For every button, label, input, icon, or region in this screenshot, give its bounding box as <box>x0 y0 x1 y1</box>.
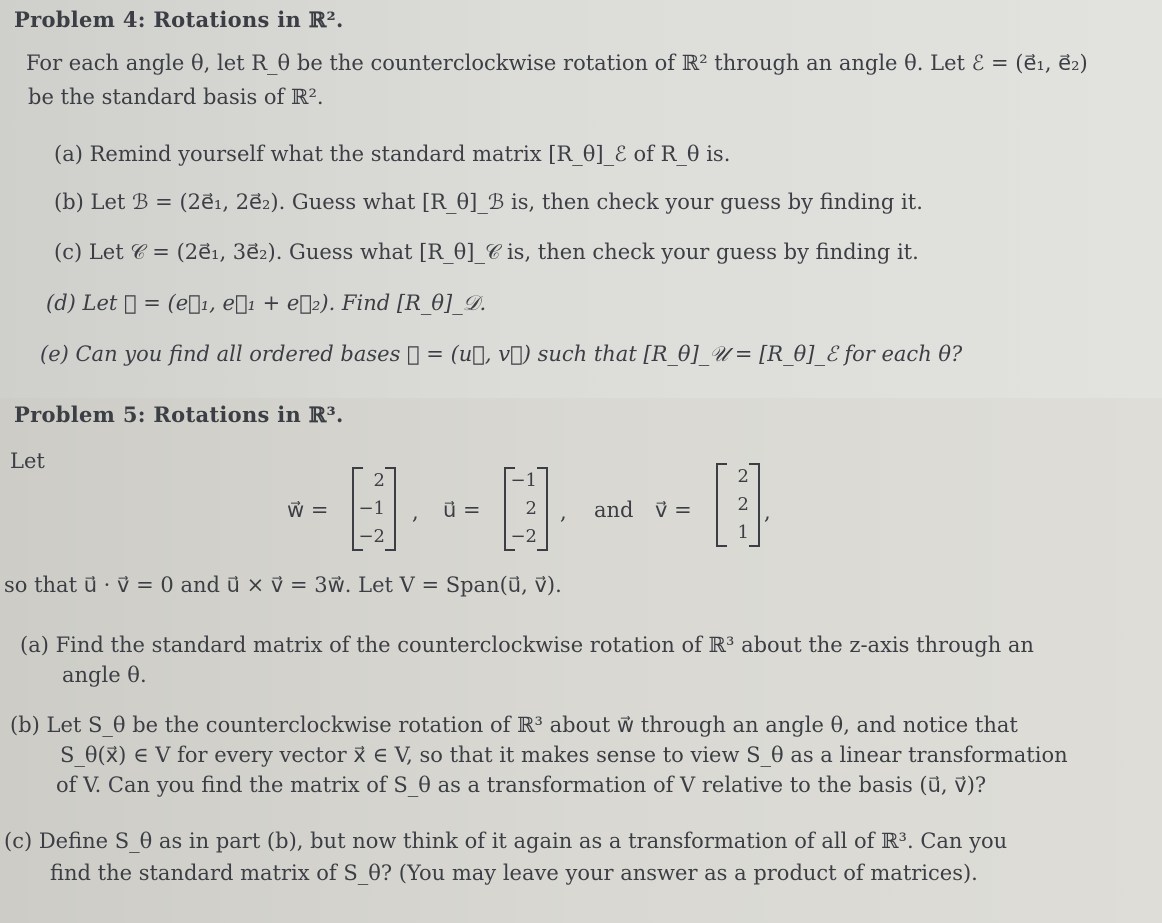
problem-4-intro-line-1: For each angle θ, let R_θ be the counterclockwise rotation of ℝ² through an angle θ. Let ℰ = (e⃗₁, e⃗₂) <box>26 51 1088 75</box>
problem-4-intro-line-2: be the standard basis of ℝ². <box>28 85 324 109</box>
problem-5-part-a-line-2: angle θ. <box>62 663 147 687</box>
w-entry-2: −1 <box>358 498 385 519</box>
problem-4-part-b: (b) Let ℬ = (2e⃗₁, 2e⃗₂). Guess what [R_θ]_ℬ is, then check your guess by finding it. <box>54 190 923 214</box>
u-vector-label: u⃗ = <box>443 498 481 522</box>
u-entry-2: 2 <box>525 498 537 519</box>
problem-5-part-c-line-1: (c) Define S_θ as in part (b), but now think of it again as a transformation of all of ℝ³. Can you <box>4 829 1008 853</box>
w-entry-3: −2 <box>358 526 385 547</box>
problem-5-part-c-line-2: find the standard matrix of S_θ? (You may leave your answer as a product of matrices). <box>50 861 978 885</box>
w-vector-matrix <box>352 467 396 551</box>
v-entry-2: 2 <box>737 494 749 515</box>
w-entry-1: 2 <box>373 470 385 491</box>
comma-after-w: , <box>412 500 419 524</box>
u-entry-3: −2 <box>510 526 537 547</box>
problem-5-part-b-line-1: (b) Let S_θ be the counterclockwise rotation of ℝ³ about w⃗ through an angle θ, and notice that <box>10 713 1018 737</box>
comma-after-u: , <box>560 500 567 524</box>
problem-4-part-d: (d) Let 𝒟 = (e⃗₁, e⃗₁ + e⃗₂). Find [R_θ]_𝒟. <box>46 291 487 315</box>
problem-4-part-c: (c) Let 𝒞 = (2e⃗₁, 3e⃗₂). Guess what [R_θ]_𝒞 is, then check your guess by finding it. <box>54 240 919 264</box>
problem-5-condition: so that u⃗ · v⃗ = 0 and u⃗ × v⃗ = 3w⃗. Let V = Span(u⃗, v⃗). <box>4 573 562 597</box>
comma-after-v: , <box>764 500 771 524</box>
problem-4-part-a: (a) Remind yourself what the standard matrix [R_θ]_ℰ of R_θ is. <box>54 142 731 166</box>
problem-4-title: Problem 4: Rotations in ℝ². <box>14 7 344 32</box>
u-entry-1: −1 <box>510 470 537 491</box>
w-vector-label: w⃗ = <box>287 498 329 522</box>
u-vector-matrix <box>504 467 548 551</box>
and-word: and <box>594 498 634 522</box>
v-vector-label: v⃗ = <box>655 498 692 522</box>
problem-5-let: Let <box>10 449 45 473</box>
v-vector-matrix <box>716 463 760 547</box>
v-entry-1: 2 <box>737 466 749 487</box>
problem-4-part-e: (e) Can you find all ordered bases 𝒰 = (u⃗, v⃗) such that [R_θ]_𝒰 = [R_θ]_ℰ for each θ? <box>40 342 963 366</box>
problem-5-part-a-line-1: (a) Find the standard matrix of the counterclockwise rotation of ℝ³ about the z-axis through an <box>20 633 1034 657</box>
problem-5-part-b-line-3: of V. Can you find the matrix of S_θ as a transformation of V relative to the basis (u⃗, v⃗)? <box>56 773 987 797</box>
v-entry-3: 1 <box>737 522 749 543</box>
problem-5-part-b-line-2: S_θ(x⃗) ∈ V for every vector x⃗ ∈ V, so that it makes sense to view S_θ as a linear transformation <box>60 743 1068 767</box>
problem-5-title: Problem 5: Rotations in ℝ³. <box>14 402 344 427</box>
